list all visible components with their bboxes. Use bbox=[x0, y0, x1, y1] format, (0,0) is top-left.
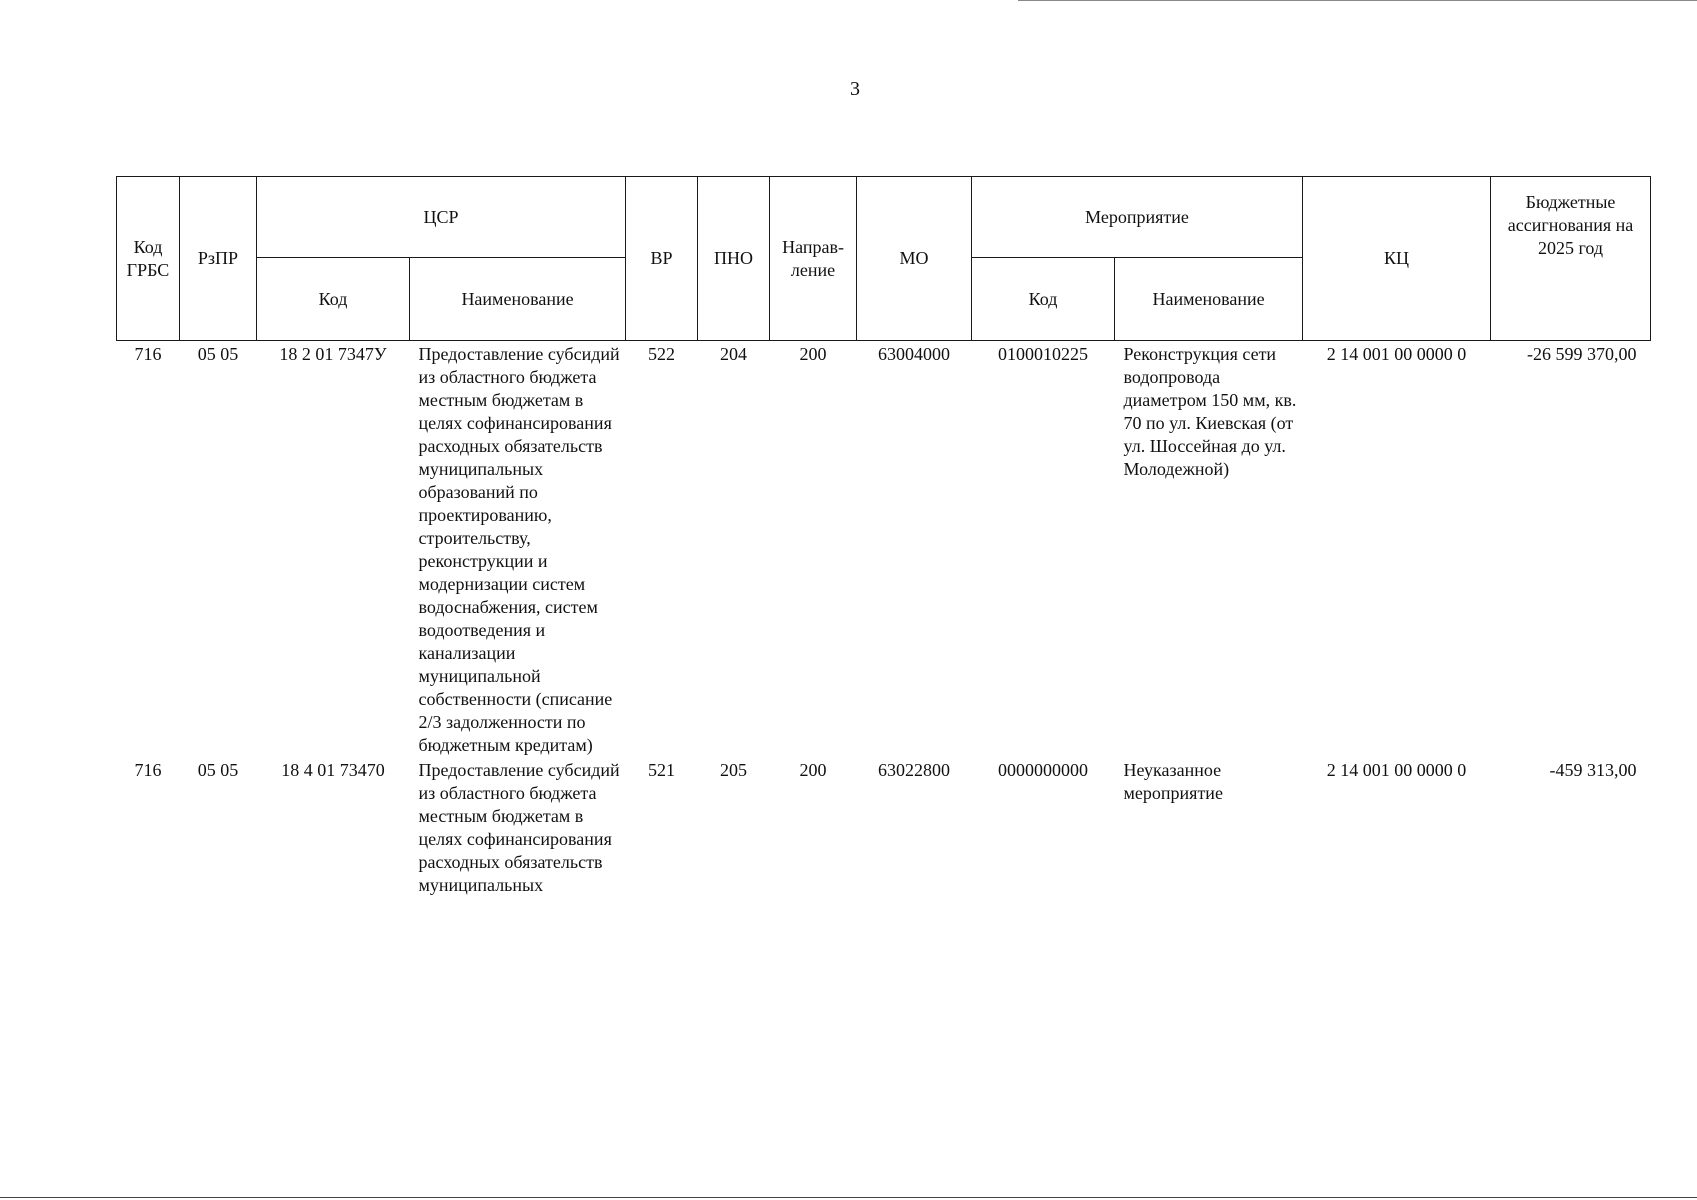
cell-grbs: 716 bbox=[134, 344, 162, 364]
cell-mer-name: Неуказанное мероприятие bbox=[1123, 760, 1223, 803]
header-mo: МО bbox=[857, 177, 972, 341]
header-csr: ЦСР bbox=[257, 177, 626, 258]
cell-napr: 200 bbox=[799, 344, 827, 364]
cell-kc: 2 14 001 00 0000 0 bbox=[1326, 344, 1467, 364]
header-row-top bbox=[117, 177, 1651, 258]
cell-vr: 522 bbox=[648, 344, 676, 364]
header-csr-name: Наименование bbox=[410, 258, 626, 341]
cell-vr: 521 bbox=[648, 760, 676, 780]
cell-mer-code: 0100010225 bbox=[998, 344, 1089, 364]
cell-csr-name: Предоставление субсидий из областного бюджета местным бюджетам в целях софинансирования расходных обязательств муниципальных bbox=[418, 760, 620, 895]
cell-csr-code: 18 2 01 7347У bbox=[279, 344, 387, 364]
header-kc: КЦ bbox=[1303, 177, 1491, 341]
header-mer-kod: Код bbox=[972, 258, 1115, 341]
cell-rzpr: 05 05 bbox=[197, 344, 239, 364]
cell-mo: 63004000 bbox=[878, 344, 951, 364]
cell-mer-name: Реконструкция сети водопровода диаметром 150 мм, кв. 70 по ул. Киевская (от ул. Шоссейная до ул. Молодежной) bbox=[1123, 344, 1297, 479]
budget-table-container bbox=[116, 176, 1650, 897]
header-rzpr: РзПР bbox=[180, 177, 257, 341]
cell-kc: 2 14 001 00 0000 0 bbox=[1326, 760, 1467, 780]
table-row bbox=[117, 341, 1651, 758]
header-budget: Бюджетные ассигнования на 2025 год bbox=[1491, 177, 1651, 341]
cell-napr: 200 bbox=[799, 760, 827, 780]
cell-amount: -26 599 370,00 bbox=[1527, 344, 1637, 364]
cell-amount: -459 313,00 bbox=[1549, 760, 1637, 780]
header-kod-grbs: Код ГРБС bbox=[117, 177, 180, 341]
cell-mo: 63022800 bbox=[878, 760, 951, 780]
header-csr-kod: Код bbox=[257, 258, 410, 341]
cell-csr-code: 18 4 01 73470 bbox=[281, 760, 385, 780]
header-meropriyatie: Мероприятие bbox=[972, 177, 1303, 258]
header-mer-name: Наименование bbox=[1115, 258, 1303, 341]
page-number: 3 bbox=[850, 78, 860, 100]
budget-table bbox=[116, 176, 1651, 897]
cell-pno: 204 bbox=[720, 344, 748, 364]
bottom-edge-rule bbox=[0, 1197, 1697, 1198]
header-pno: ПНО bbox=[698, 177, 770, 341]
cell-grbs: 716 bbox=[134, 760, 162, 780]
cell-pno: 205 bbox=[720, 760, 748, 780]
cell-rzpr: 05 05 bbox=[197, 760, 239, 780]
table-row bbox=[117, 757, 1651, 897]
top-edge-rule bbox=[1018, 0, 1697, 1]
header-vr: ВР bbox=[626, 177, 698, 341]
cell-mer-code: 0000000000 bbox=[998, 760, 1089, 780]
cell-csr-name: Предоставление субсидий из областного бюджета местным бюджетам в целях софинансирования расходных обязательств муниципальных образований по проектированию, строительству, реконструкции и модернизации систем водоснабжения, систем водоотведения и канализации муниципальной собственности (списание 2/3 задолженности по бюджетным кредитам) bbox=[418, 344, 620, 755]
header-napravlenie: Направ-ление bbox=[770, 177, 857, 341]
